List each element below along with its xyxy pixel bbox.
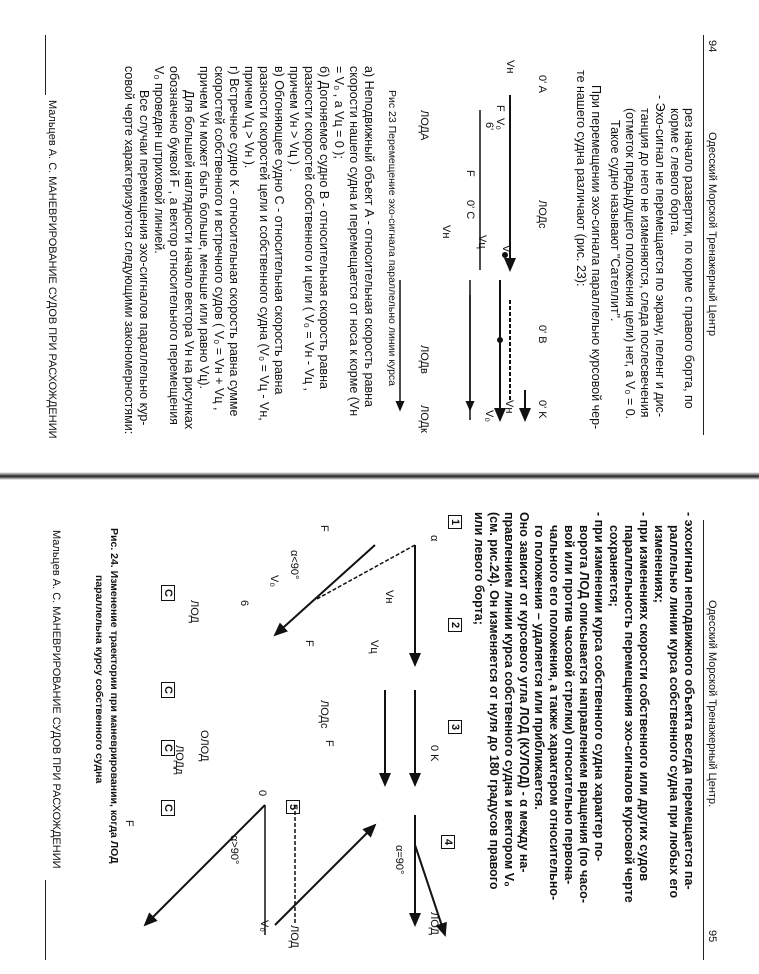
book-gutter [0,472,759,480]
left-line: При перемещении эхо-сигнала параллельно курсовой чер- [589,85,603,430]
figure-23-right [440,270,550,430]
label-lod-c: ЛОДс [318,700,330,729]
left-list-line: скоростей собственного и встречного судов ( V₀ = Vн + Vц , [212,66,226,411]
left-line: корме с левого борта. [668,108,682,236]
label-f: F [323,740,335,747]
label-lod-k: ЛОДк [418,405,430,433]
left-page-header: Одесский Морской Тренажерный Центр [706,132,718,337]
label-zero: 0 [256,790,268,797]
label-alpha: α [428,535,440,542]
left-list-line: г) Встречное судно К - относительная скорость равна сумме [227,66,241,417]
label-f: F [303,640,315,647]
right-line: чального его положения, а также характером относительно- [547,525,561,901]
label-f: F [464,170,476,177]
panel-number: 5 [286,800,300,814]
label-vn: Vн [504,60,516,74]
right-line: ворота ЛОД описывается направлением вращения (по часо- [577,525,591,903]
right-line: - эхосигнал неподвижного объекта всегда перемещается па- [682,512,696,890]
panel-number: 2 [448,618,462,632]
right-line: изменениях; [652,525,666,603]
left-line: Такое судно называют "Сателлит". [608,120,622,322]
left-line: рез начало развертки, по корме с правого борта, по [682,108,696,409]
label-vn: Vн [383,590,395,604]
label-vc: Vц [476,235,488,249]
ship-marker: C [161,800,175,816]
label-olod: ОЛОД [198,730,210,762]
left-line: те нашего судна различают (рис. 23): [574,70,588,287]
left-line: танция до него не изменяются, следа послесвечения [638,108,652,418]
left-header-rule [703,35,704,435]
left-list-line: разности скоростей собственного и цели ( V₀ = Vн - Vц , [302,66,316,391]
label-lod-d: ЛОДд [173,745,185,775]
label-alpha-gt: α>90° [228,835,240,865]
left-list-line: обозначено буквой F , а вектор относительного перемещения [167,66,181,425]
label-alpha-lt: α<90° [288,550,300,580]
right-footer-rule [45,880,46,960]
label-zero-k: 0 K [428,745,440,762]
right-page-header: Одесский Морской Тренажерный Центр. [706,600,718,808]
left-page-number: 94 [706,40,718,53]
left-list-line: причем Vн > Vц ) . [287,66,301,172]
label-lod-b: ЛОДв [418,345,430,374]
label-vo: V₀ [500,245,512,257]
left-list-line: скорости нашего судна и перемещается от носа к корме (Vн [347,66,361,417]
left-list-line: причем Vн может быть больше, меньше или равно Vц). [197,66,211,390]
right-page-number: 95 [706,930,718,943]
panel3-vo [275,825,375,925]
left-list-line: Все случаи перемещения эхо-сигналов параллельно кур- [137,90,151,426]
label-alpha-eq: α=90° [393,845,405,875]
left-list-line: V₀ проведен штриховой линией. [152,66,166,254]
label-lod: ЛОД [188,600,200,623]
label-lod-c: ЛОДс [536,200,548,229]
fig24-caption-1: Рис. 24. Изменение траектории при маневрировании, когда ЛОД [108,528,120,864]
ship-marker: C [161,740,175,756]
label-six: 6 [238,600,250,607]
label-o-b: 0' B [536,325,548,344]
panel-number: 3 [448,720,462,734]
label-vn: Vн [503,400,515,414]
label-vo: V₀ [494,118,506,130]
right-header-rule [703,520,704,960]
right-line: правлением линии курса собственного судна и вектором V₀ [502,512,516,887]
label-f: F [318,525,330,532]
right-line: или левого борта; [472,512,486,625]
right-page-footer: Мальцев А. С. МАНЕВРИРОВАНИЕ СУДОВ ПРИ РАСХОЖДЕНИИ [50,530,62,869]
left-list-line: совой черте характеризуются следующими закономерностями: [122,66,136,435]
right-line: сохраняется; [607,525,621,607]
label-o-c: 0' C [464,200,476,220]
right-line: вой или против часовой стрелки) относительно первона- [562,525,576,885]
right-line: (см. рис.24). Он изменяется от нуля до 180 градусов правого [487,512,501,890]
ship-marker: C [161,585,175,601]
fig23-caption: Рис 23 Перемещение эхо-сигнала параллельно линии курса [386,90,398,387]
label-vo: V₀ [258,920,270,932]
label-f: F [494,105,506,112]
left-list-line: = V₀ , а Vц = 0 ); [332,66,346,159]
left-page-footer: Мальцев А. С. МАНЕВРИРОВАНИЕ СУДОВ ПРИ РАСХОЖДЕНИИ [46,100,58,439]
label-lod-a: ЛОДА [418,110,430,141]
label-f: F [123,820,135,827]
right-line: - при изменениях скорости собственного или других судов [637,512,651,882]
label-vo: V₀ [268,575,280,587]
label-vc: Vц [368,640,380,654]
label-vn: Vн [440,225,452,239]
label-vo: V₀ [483,410,495,422]
label-lod: ЛОД [428,912,440,935]
right-line: Оно зависит от курсового угла ЛОД (КУЛОД) - α между на- [517,512,531,873]
panel5-vo [145,805,265,925]
left-list-line: в) Обгоняющее судно С - относительная скорость равна [272,66,286,395]
right-line: - при изменении курса собственного судна характер по- [592,512,606,862]
fig24-caption-2: параллельна курсу собственного судна [93,575,105,784]
left-list-line: разности скоростей цели и собственного судна (V₀ = Vц - Vн, [257,66,271,421]
label-o-a: 0' A [536,75,548,94]
left-list-line: Для большей наглядности начало вектора Vн на рисунках [182,90,196,430]
right-line: го положения – удаляется или приближается. [532,525,546,810]
left-list-line: б) Догоняемое судно В - относительная скорость равна [317,66,331,389]
left-footer-rule [45,35,46,95]
label-six: 6' [483,122,495,131]
left-line: (отметок предыдущего положения цели) нет, а V₀ = 0. [623,108,637,420]
left-list-line: а) Неподвижный объект А - относительная скорость равна [362,66,376,407]
left-list-line: причем Vц > Vн ). [242,66,256,169]
right-line: параллельность перемещения эхо-сигналов курсовой черте [622,525,636,903]
panel-number: 4 [441,835,455,849]
right-line: раллельно линии курса собственного судна при любых его [667,525,681,899]
label-o-k: 0' K [536,400,548,419]
panel-number: 1 [448,515,462,529]
left-line: - Эхо-сигнал не перемещается по экрану, пеленг и дис- [653,95,667,418]
label-lod: ЛОД [288,925,300,948]
ship-marker: C [161,682,175,698]
